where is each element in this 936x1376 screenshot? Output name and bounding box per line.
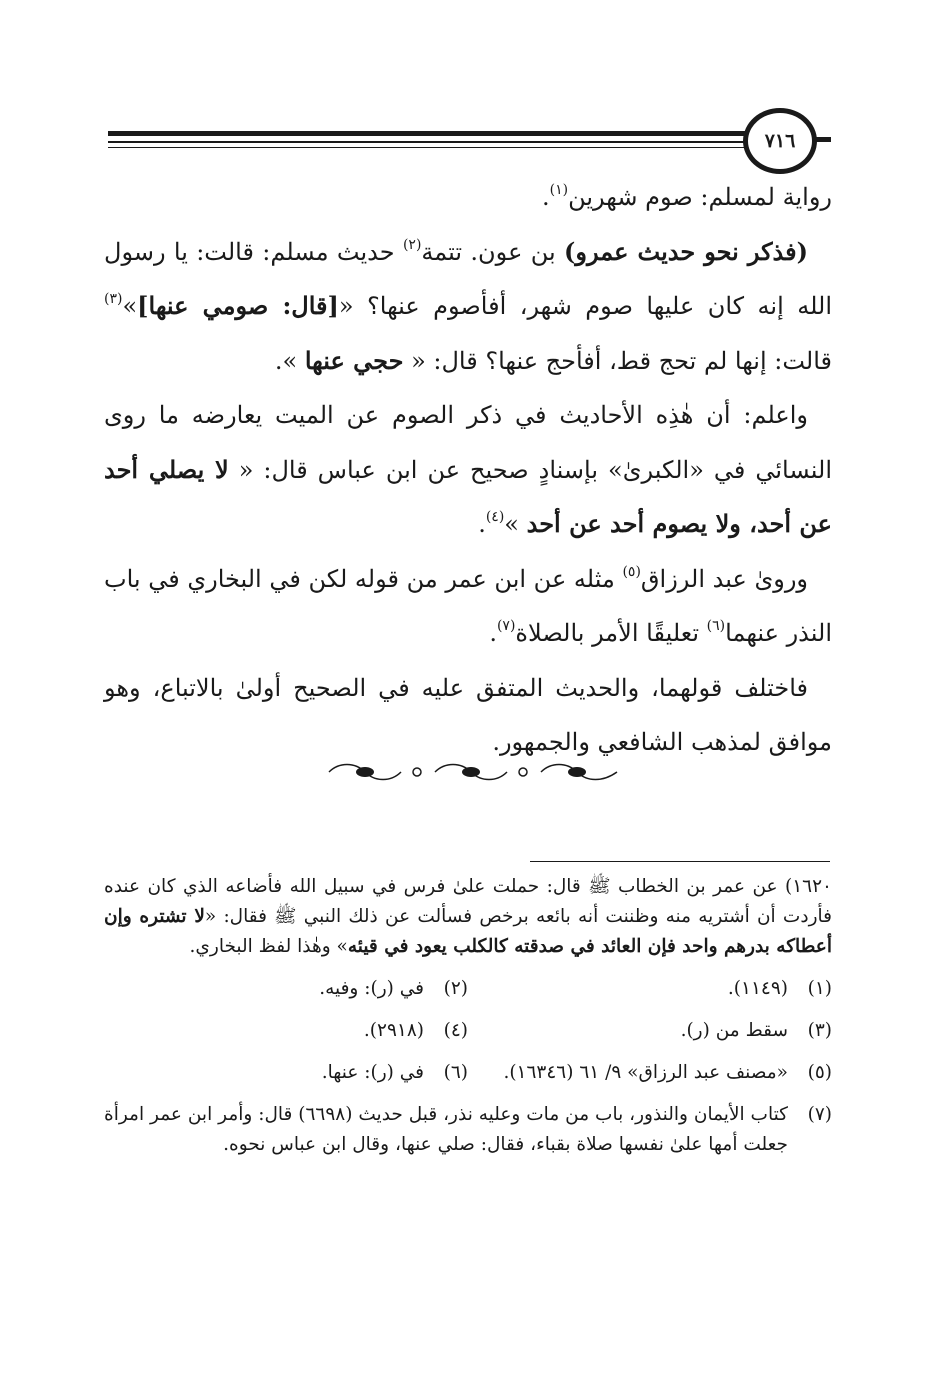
- bold-phrase: لا يصلي أحد عن أحد، ولا يصوم أحد عن أحد: [104, 454, 832, 538]
- footnotes: [104, 872, 832, 1160]
- paragraph-2: (فذكر نحو حديث عمرو) بن عون. تتمة$^{(٢)}$ حديث مسلم: قالت: يا رسول الله إنه كان عليها صوم شهر، أفأصوم عنها؟ «[قال: صومي عنها]»$^{(٣)}$ قالت: إنها لم تحج قط، أفأحج عنها؟ قال: « حجي عنها ».: [104, 236, 833, 375]
- footnote-ref-3: (٣): [104, 291, 123, 307]
- footnote-6: (٦) في (ر): عنها.: [321, 1062, 468, 1083]
- footnote-ref-1: (١): [549, 182, 569, 198]
- bold-phrase: [قال: صومي عنها]: [137, 291, 339, 320]
- footnote-7: (٧) كتاب الأيمان والنذور، باب من مات وعليه نذر، قبل حديث (٦٦٩٨) قال: وأمر ابن عمر امرأة جعلت أمها علىٰ نفسها صلاة بقباء، فقال: صلي عنها، وقال ابن عباس نحوه.: [104, 1104, 832, 1155]
- paragraph-3: واعلم: أن هٰذِه الأحاديث في ذكر الصوم عن الميت يعارضه ما روى النسائي في «الكبرىٰ» بإسنادٍ صحيح عن ابن عباس قال: « لا يصلي أحد عن أحد، ولا يصوم أحد عن أحد »$^{(٤)}$.: [104, 401, 832, 538]
- decorative-ornament: [325, 758, 621, 786]
- footnote-ref-2: (٢): [402, 236, 422, 253]
- paragraph-5: فاختلف قولهما، والحديث المتفق عليه في الصحيح أولىٰ بالاتباع، وهو موافق لمذهب الشافعي والجمهور.: [104, 673, 832, 756]
- footnote-2: (٢) في (ر): وفيه.: [319, 978, 468, 999]
- main-text: [104, 170, 832, 770]
- footnote-3: (٣) سقط من (ر).: [680, 1020, 832, 1041]
- footnote-5: (٥) «مصنف عبد الرزاق» ٩/ ٦١ (١٦٣٤٦).: [503, 1062, 832, 1083]
- page-number: [743, 108, 817, 174]
- footnote-4: (٤) (٢٩١٨).: [363, 1020, 468, 1041]
- paragraph-1: رواية لمسلم: صوم شهرين$^{(١)}$.: [542, 182, 832, 211]
- footnote-row: [104, 974, 832, 1004]
- header-rule-tail: [815, 137, 831, 142]
- bold-phrase: لا تشتره وإن أعطاكه بدرهم واحد فإن العائد في صدقته كالكلب يعود في قيئه: [104, 906, 832, 957]
- footnote-separator: [530, 861, 830, 862]
- header-rule-thick: [108, 131, 750, 136]
- hadith-note: ١٦٢٠) عن عمر بن الخطاب ﷺ قال: حملت علىٰ فرس في سبيل الله فأضاعه الذي كان عنده فأردت أن أشتريه منه وظننت أنه بائعه برخص فسألت عن ذلك النبي ﷺ فقال: «لا تشتره وإن أعطاكه بدرهم واحد فإن العائد في صدقته كالكلب يعود في قيئه» وهٰذا لفظ البخاري.: [104, 876, 832, 957]
- footnote-row: [104, 1058, 832, 1088]
- header-rule-thin: [108, 147, 750, 148]
- footnote-1: (١) (١١٤٩).: [727, 978, 832, 999]
- bold-phrase: (فذكر نحو حديث عمرو): [564, 236, 808, 266]
- footnote-ref-6: (٦): [706, 618, 726, 634]
- page-number-text: ٧١٦: [764, 130, 796, 152]
- footnote-ref-5: (٥): [622, 563, 641, 580]
- bold-phrase: حجي عنها: [304, 345, 404, 375]
- footnote-ref-4: (٤): [485, 509, 505, 525]
- paragraph-4: ورویٰ عبد الرزاق$^{(٥)}$ مثله عن ابن عمر من قوله لكن في البخاري في باب النذر عنهما$^{(٦)}$ تعليقًا الأمر بالصلاة$^{(٧)}$.: [104, 563, 832, 647]
- footnote-ref-7: (٧): [496, 618, 516, 634]
- footnote-row: [104, 1016, 832, 1046]
- header-rule-mid: [108, 141, 750, 143]
